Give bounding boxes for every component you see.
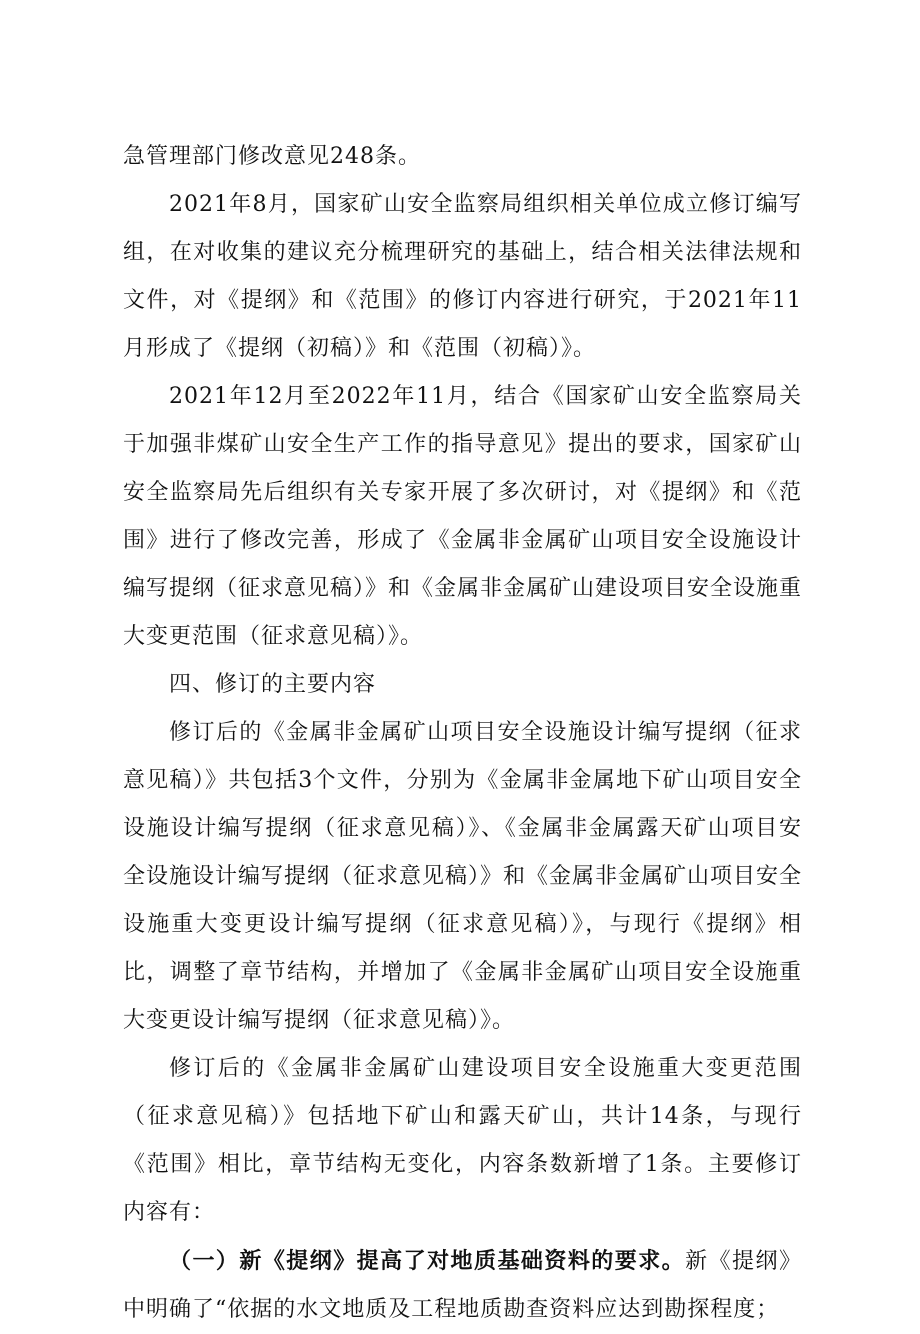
section-heading: 四、修订的主要内容 — [169, 672, 377, 697]
paragraph-4: 修订后的《金属非金属矿山项目安全设施设计编写提纲（征求意见稿）》共包括3个文件，分别为《金属非金属地下矿山项目安全设施设计编写提纲（征求意见稿）》、《金属非金属露天矿山项目安全设施设计编写提纲（征求意见稿）》和《金属非金属矿山项目安全设施重大变更设计编写提纲（征求意见稿）》，与现行《提纲》相比，调整了章节结构，并增加了《金属非金属矿山项目安全设施重大变更设计编写提纲（征求意见稿）》。 — [123, 720, 803, 1033]
paragraph-5: 修订后的《金属非金属矿山建设项目安全设施重大变更范围（征求意见稿）》包括地下矿山和露天矿山，共计14条，与现行《范围》相比，章节结构无变化，内容条数新增了1条。主要修订内容有： — [123, 1056, 802, 1225]
subsection-lead: （一）新《提纲》提高了对地质基础资料的要求。 — [169, 1248, 686, 1274]
paragraph-2: 2021年8月，国家矿山安全监察局组织相关单位成立修订编写组，在对收集的建议充分梳理研究的基础上，结合相关法律法规和文件，对《提纲》和《范围》的修订内容进行研究，于2021年11月形成了《提纲（初稿）》和《范围（初稿）》。 — [123, 192, 802, 361]
paragraph-1: 急管理部门修改意见248条。 — [123, 144, 421, 169]
paragraph-3: 2021年12月至2022年11月，结合《国家矿山安全监察局关于加强非煤矿山安全生产工作的指导意见》提出的要求，国家矿山安全监察局先后组织有关专家开展了多次研讨，对《提纲》和《范围》进行了修改完善，形成了《金属非金属矿山项目安全设施设计编写提纲（征求意见稿）》和《金属非金属矿山建设项目安全设施重大变更范围（征求意见稿）》。 — [123, 384, 803, 649]
paragraph-6-body: 新《提纲》中明确了“依据的水文地质及工程地质勘查资料应达到勘探程度； — [123, 1249, 802, 1322]
paragraph-6 — [123, 1237, 802, 1334]
